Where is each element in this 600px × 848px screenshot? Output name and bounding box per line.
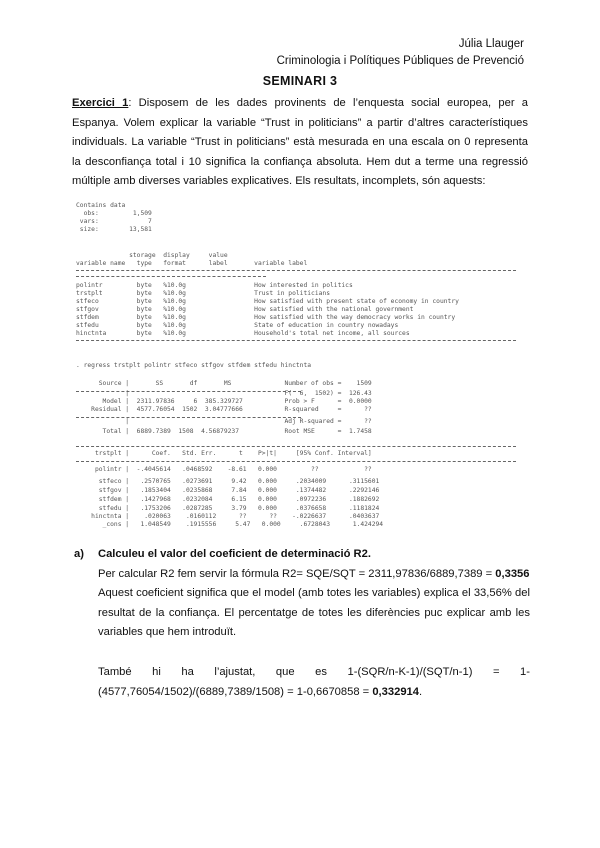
stata-coef-row: stfeco | .2570765 .0273691 9.42 0.000 .2034009 .3115601 xyxy=(76,478,380,485)
stata-divider xyxy=(76,461,516,462)
question-title: Calculeu el valor del coeficient de determinació R2. xyxy=(98,548,371,560)
stata-divider xyxy=(76,270,516,271)
stata-variable-row: stfeco byte %10.0g How satisfied with present state of economy in country xyxy=(76,298,459,305)
adjusted-text: També hi ha l’ajustat, que es 1-(SQR/n-K-1)/(SQT/n-1) = 1-(4577,76054/1502)/(6889,7389/1508) = 1-0,6670858 = xyxy=(98,665,530,698)
stata-coef-row: _cons | 1.048549 .1915556 5.47 0.000 .6728043 1.424294 xyxy=(76,521,384,528)
adjusted-result: 0,332914 xyxy=(372,685,419,698)
formula-text: Per calcular R2 fem servir la fórmula R2= SQE/SQT = 2311,97836/6889,7389 = xyxy=(98,567,496,580)
exercise-label: Exercici 1 xyxy=(72,97,129,109)
stata-anova-row: | F( 6, 1502) = 126.43 xyxy=(76,390,372,397)
stata-coef-row: stfdem | .1427968 .0232084 6.15 0.000 .0972236 .1882692 xyxy=(76,496,380,503)
stata-variable-row: stfedu byte %10.0g State of education in country nowadays xyxy=(76,322,399,329)
stata-anova-row: | Adj R-squared = ?? xyxy=(76,418,372,425)
page-title: SEMINARI 3 xyxy=(262,74,338,88)
stata-anova-row: Total | 6889.7389 1508 4.56879237 Root MSE = 1.7458 xyxy=(76,428,372,435)
answer-adjusted xyxy=(98,663,530,702)
stata-contains-line: obs: 1,509 xyxy=(76,210,152,217)
stata-anova-row: Source | SS df MS Number of obs = 1509 xyxy=(76,380,372,387)
adjusted-end: . xyxy=(419,685,423,698)
answer-formula xyxy=(98,565,530,585)
stata-variable-row: hinctnta byte %10.0g Household's total net income, all sources xyxy=(76,330,410,337)
answer-explanation: Aquest coeficient significa que el model (amb totes les variables) explica el 33,56% del resultat de la confiança. El percentatge de totes les diferències puc explicar amb les variables que hem introduït. xyxy=(98,587,530,639)
question-a xyxy=(74,545,530,702)
stata-contains-line: Contains data xyxy=(76,202,126,209)
stata-coef-row: polintr | -.4045614 .0468592 -8.61 0.000 ?? ?? xyxy=(76,466,372,473)
stata-variable-row: polintr byte %10.0g How interested in politics xyxy=(76,282,353,289)
stata-output-image xyxy=(76,200,528,528)
stata-var-header: storage display value xyxy=(76,252,228,259)
stata-command: . regress trstplt polintr stfeco stfgov stfdem stfedu hinctnta xyxy=(76,362,312,369)
exercise-intro xyxy=(72,94,528,192)
stata-contains-line: size: 13,581 xyxy=(76,226,152,233)
question-letter: a) xyxy=(74,548,84,560)
stata-variable-row: stfgov byte %10.0g How satisfied with the national government xyxy=(76,306,414,313)
document-header xyxy=(277,36,524,70)
exercise-text: : Disposem de les dades provinents de l’enquesta social europea, per a Espanya. Volem explicar la variable “Trust in politicians” a partir d’altres característiques individuals. La variable “Trust in politicians” està mesurada en una escala on 0 representa la desconfiança total i 10 significa la confiança absoluta. Hem dut a terme una regressió múltiple amb diverses variables explicatives. Els resultats, incomplets, són aquests: xyxy=(72,97,528,188)
stata-divider xyxy=(76,340,516,341)
stata-divider xyxy=(76,446,516,447)
formula-result: 0,3356 xyxy=(495,567,530,580)
stata-coef-row: stfgov | .1853404 .0235868 7.84 0.000 .1374482 .2292146 xyxy=(76,487,380,494)
question-heading xyxy=(74,545,530,565)
stata-anova-row: Residual | 4577.76054 1502 3.04777666 R-squared = ?? xyxy=(76,406,372,413)
course-name: Criminologia i Polítiques Públiques de Prevenció xyxy=(276,55,524,67)
stata-var-header: variable name type format label variable label xyxy=(76,260,308,267)
stata-divider xyxy=(76,276,266,277)
stata-anova-row: Model | 2311.97836 6 385.329727 Prob > F = 0.0000 xyxy=(76,398,372,405)
stata-variable-row: trstplt byte %10.0g Trust in politicians xyxy=(76,290,331,297)
author-name: Júlia Llauger xyxy=(458,38,524,50)
stata-coef-row: stfedu | .1753206 .0287285 3.79 0.000 .0376658 .1181824 xyxy=(76,505,380,512)
stata-contains-line: vars: 7 xyxy=(76,218,152,225)
stata-coef-header: trstplt | Coef. Std. Err. t P>|t| [95% Conf. Interval] xyxy=(76,450,372,457)
stata-coef-row: hinctnta | .020063 .0160112 ?? ?? -.0226637 .0403637 xyxy=(76,513,380,520)
spacer xyxy=(74,643,530,663)
stata-variable-row: stfdem byte %10.0g How satisfied with the way democracy works in country xyxy=(76,314,456,321)
